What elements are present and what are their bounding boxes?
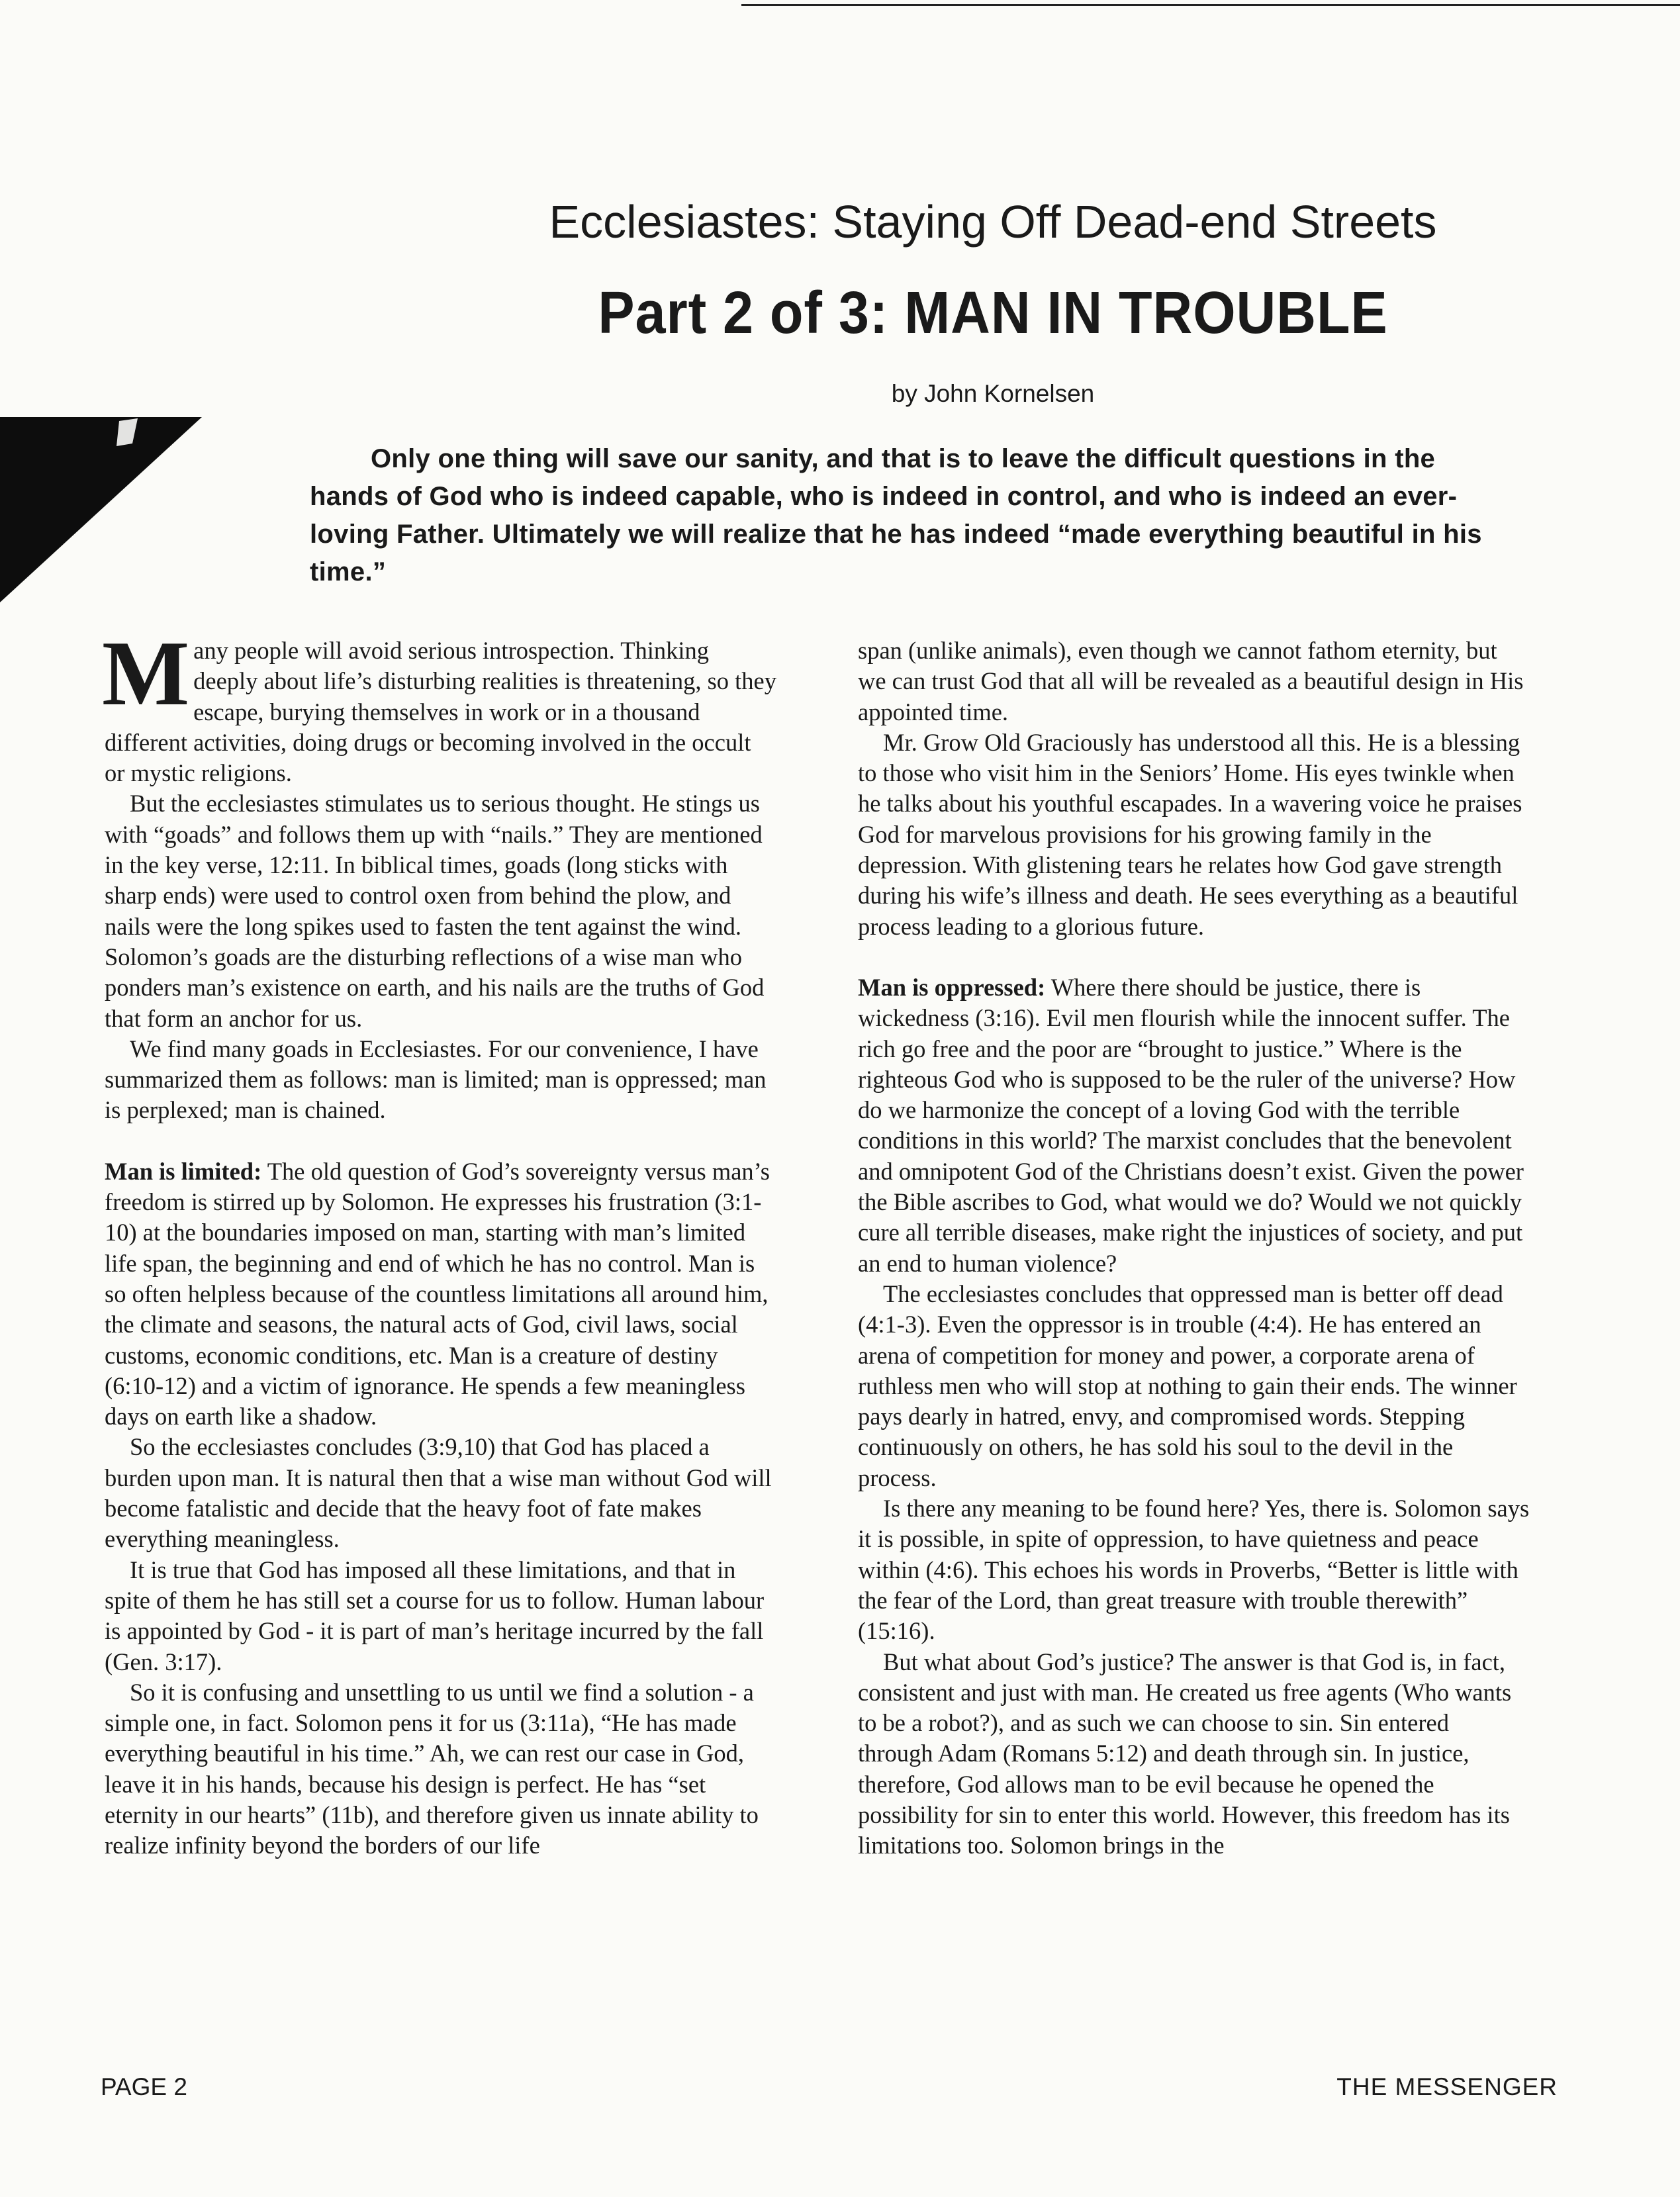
right-column bbox=[858, 635, 1530, 1861]
left-column bbox=[102, 622, 777, 1861]
paragraph: The ecclesiastes concludes that oppressed man is better off dead (4:1-3). Even the oppressor is in trouble (4:4). He has entered an arena of competition for money and power, a corporate arena of ruthless men who will stop at nothing to gain their ends. The winner pays dearly in hatred, envy, and compromised words. Stepping continuously on others, he has sold his soul to the devil in the process. bbox=[858, 1280, 1517, 1491]
paragraph-text: The old question of God’s sovereignty versus man’s freedom is stirred up by Solomon. He expresses his frustration (3:1-10) at the boundaries imposed on man, starting with man’s limited life span, the beginning and end of which he has no control. Man is so often helpless because of the countless limitations all around him, the climate and seasons, the natural acts of God, civil laws, social customs, economic conditions, etc. Man is a creature of destiny (6:10-12) and a victim of ignorance. He spends a few meaningless days on earth like a shadow. bbox=[105, 1157, 770, 1430]
article-title: Part 2 of 3: MAN IN TROUBLE bbox=[598, 280, 1388, 346]
corner-tab-graphic bbox=[0, 417, 205, 616]
paragraph: But what about God’s justice? The answer is that God is, in fact, consistent and just with man. He created us free agents (Who wants to be a robot?), and as such we can choose to sin. Sin entered through Adam (Romans 5:12) and death through sin. In justice, therefore, God allows man to be evil because he opened the possibility for sin to enter this world. However, this freedom has its limitations too. Solomon brings in the bbox=[858, 1648, 1512, 1859]
byline: by John Kornelsen bbox=[891, 380, 1095, 407]
paragraph: We find many goads in Ecclesiastes. For our convenience, I have summarized them as follows: man is limited; man is oppressed; man is perplexed; man is chained. bbox=[105, 1035, 767, 1124]
paragraph: It is true that God has imposed all these limitations, and that in spite of them he has still set a course for us to follow. Human labour is appointed by God - it is part of man’s heritage incurred by the fall (Gen. 3:17). bbox=[105, 1556, 765, 1675]
intro-blurb: Only one thing will save our sanity, and that is to leave the difficult questions in the hands of God who is indeed capable, who is indeed in control, and who is indeed an ever-loving Father. Ultimately we will realize that he has indeed “made everything beautiful in his time.” bbox=[310, 444, 1482, 586]
section-heading-oppressed: Man is oppressed: bbox=[858, 973, 1046, 1001]
section-paragraph bbox=[105, 1156, 776, 1432]
paragraph: Is there any meaning to be found here? Yes, there is. Solomon says it is possible, in spite of oppression, to have quietness and peace within (4:6). This echoes his words in Proverbs, “Better is little with the fear of the Lord, than great treasure with trouble therewith” (15:16). bbox=[858, 1495, 1530, 1645]
series-title: Ecclesiastes: Staying Off Dead-end Streets bbox=[549, 196, 1437, 248]
section-paragraph bbox=[858, 972, 1530, 1279]
paragraph-text: any people will avoid serious introspection. Thinking deeply about life’s disturbing realities is threatening, so they escape, burying themselves in work or in a thousand different activities, doing drugs or becoming involved in the occult or mystic religions. bbox=[105, 637, 777, 787]
paragraph: So it is confusing and unsettling to us until we find a solution - a simple one, in fact. Solomon pens it for us (3:11a), “He has made everything beautiful in his time.” Ah, we can rest our case in God, leave it in his hands, because his design is perfect. He has “set eternity in our hearts” (11b), and therefore given us innate ability to realize infinity beyond the borders of our life bbox=[105, 1678, 759, 1859]
paragraph: Mr. Grow Old Graciously has understood all this. He is a blessing to those who visit him in the Seniors’ Home. His eyes twinkle when he talks about his youthful escapades. In a wavering voice he praises God for marvelous provisions for his growing family in the depression. With glistening tears he relates how God gave strength during his wife’s illness and death. He sees everything as a beautiful process leading to a glorious future. bbox=[858, 728, 1522, 940]
paragraph-text: Where there should be justice, there is wickedness (3:16). Evil men flourish while the innocent suffer. The rich go free and the poor are “brought to justice.” Where is the righteous God who is supposed to be the ruler of the universe? How do we harmonize the concept of a loving God with the terrible conditions in this world? The marxist concludes that the benevolent and omnipotent God of the Christians doesn’t exist. Given the power the Bible ascribes to God, what would we do? Would we not quickly cure all terrible diseases, make right the injustices of society, and put an end to human violence? bbox=[858, 973, 1524, 1277]
paragraph: So the ecclesiastes concludes (3:9,10) that God has placed a burden upon man. It is natural then that a wise man without God will become fatalistic and decide that the heavy foot of fate makes everything meaningless. bbox=[105, 1433, 772, 1553]
paragraph: But the ecclesiastes stimulates us to serious thought. He stings us with “goads” and follows them up with “nails.” They are mentioned in the key verse, 12:11. In biblical times, goads (long sticks with sharp ends) were used to control oxen from behind the plow, and nails were the long spikes used to fasten the tent against the wind. Solomon’s goads are the disturbing reflections of a wise man who ponders man’s existence on earth, and his nails are the truths of God that form an anchor for us. bbox=[105, 790, 765, 1032]
page-number: PAGE 2 bbox=[101, 2073, 187, 2100]
publication-name: THE MESSENGER bbox=[1336, 2073, 1558, 2100]
paragraph bbox=[102, 622, 777, 788]
top-rule bbox=[741, 4, 1680, 6]
section-heading-limited: Man is limited: bbox=[105, 1157, 262, 1185]
drop-cap: M bbox=[102, 622, 190, 725]
paragraph: span (unlike animals), even though we cannot fathom eternity, but we can trust God that all will be revealed as a beautiful design in His appointed time. bbox=[858, 637, 1524, 725]
